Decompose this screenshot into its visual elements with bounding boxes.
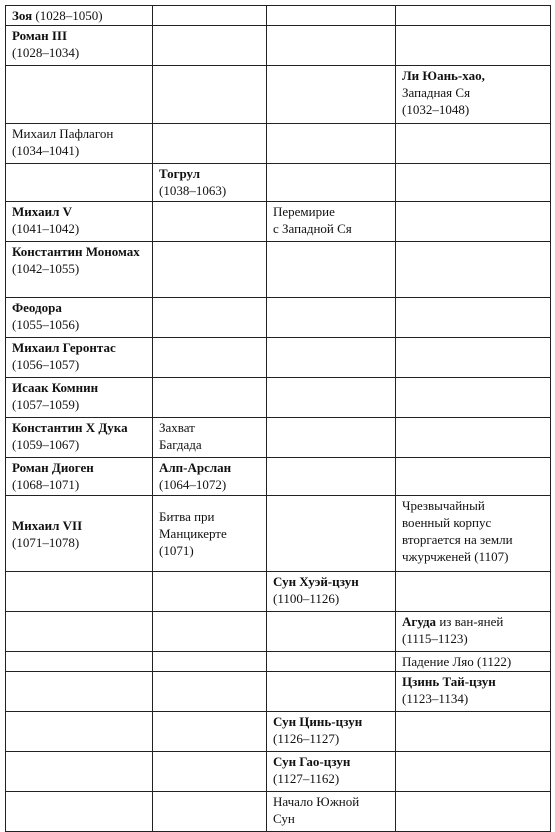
table-cell — [396, 672, 551, 712]
table-cell — [396, 712, 551, 752]
table-cell — [6, 66, 153, 124]
ruler-dates: (1056–1057) — [12, 357, 80, 372]
table-cell — [396, 298, 551, 338]
table-cell — [267, 242, 396, 298]
table-cell — [396, 752, 551, 792]
chronology-table — [5, 5, 551, 832]
table-cell — [153, 378, 267, 418]
table-cell — [267, 6, 396, 26]
ruler-dates: (1028–1034) — [12, 45, 80, 60]
table-cell — [396, 652, 551, 672]
table-cell — [153, 298, 267, 338]
table-cell — [153, 124, 267, 164]
ruler-name: Роман III — [12, 28, 68, 43]
table-cell — [6, 792, 153, 832]
event-text: Падение Ляо (1122) — [402, 654, 512, 669]
table-cell — [6, 338, 153, 378]
table-cell — [153, 458, 267, 496]
ruler-dates: (1123–1134) — [402, 691, 469, 706]
table-row — [6, 6, 551, 26]
event-text: Багдада — [159, 437, 202, 452]
table-cell — [6, 298, 153, 338]
table-cell — [153, 202, 267, 242]
ruler-dates: (1055–1056) — [12, 317, 80, 332]
ruler-name: Константин Х Дука — [12, 420, 128, 435]
table-cell — [6, 378, 153, 418]
ruler-dates: (1115–1123) — [402, 631, 468, 646]
table-cell — [153, 242, 267, 298]
table-cell — [6, 242, 153, 298]
ruler-dates: (1100–1126) — [273, 591, 340, 606]
event-text: вторгается на земли — [402, 532, 513, 547]
event-text: Сун — [273, 811, 295, 826]
table-row — [6, 418, 551, 458]
table-row — [6, 378, 551, 418]
table-cell — [6, 572, 153, 612]
table-cell — [396, 6, 551, 26]
event-text: Захват — [159, 420, 195, 435]
table-cell — [396, 418, 551, 458]
table-cell — [267, 792, 396, 832]
table-cell — [6, 164, 153, 202]
table-cell — [153, 572, 267, 612]
table-cell — [6, 612, 153, 652]
event-text: чжурчженей (1107) — [402, 549, 509, 564]
table-cell — [396, 458, 551, 496]
table-cell — [153, 752, 267, 792]
table-cell — [267, 572, 396, 612]
ruler-name: Михаил Геронтас — [12, 340, 116, 355]
table-cell — [267, 652, 396, 672]
table-cell — [6, 752, 153, 792]
table-row — [6, 26, 551, 66]
table-row — [6, 672, 551, 712]
event-text: (1071) — [159, 543, 194, 558]
ruler-dates: (1064–1072) — [159, 477, 227, 492]
ruler-name: Роман Диоген — [12, 460, 94, 475]
table-row — [6, 458, 551, 496]
table-row — [6, 338, 551, 378]
table-cell — [396, 338, 551, 378]
table-cell — [153, 612, 267, 652]
ruler-name: Цзинь Тай-цзун — [402, 674, 496, 689]
ruler-dates: (1032–1048) — [402, 102, 470, 117]
table-cell — [267, 458, 396, 496]
event-text: военный корпус — [402, 515, 492, 530]
ruler-dates: (1059–1067) — [12, 437, 80, 452]
table-cell — [396, 66, 551, 124]
table-cell — [396, 202, 551, 242]
table-cell — [153, 164, 267, 202]
table-cell — [267, 164, 396, 202]
table-row — [6, 298, 551, 338]
table-row — [6, 612, 551, 652]
table-cell — [267, 752, 396, 792]
table-cell — [6, 712, 153, 752]
table-cell — [396, 242, 551, 298]
event-text: Перемирие — [273, 204, 335, 219]
table-row — [6, 652, 551, 672]
ruler-dates: (1126–1127) — [273, 731, 340, 746]
ruler-suffix: из ван-яней — [436, 614, 504, 629]
ruler-name: Михаил VII — [12, 517, 83, 533]
ruler-name: Сун Хуэй-цзун — [273, 574, 359, 589]
table-cell — [267, 124, 396, 164]
table-row — [6, 242, 551, 298]
table-row — [6, 572, 551, 612]
ruler-name: Сун Гао-цзун — [273, 754, 351, 769]
table-cell — [153, 496, 267, 572]
table-cell — [153, 418, 267, 458]
ruler-dates: (1028–1050) — [35, 8, 103, 23]
table-cell — [396, 612, 551, 652]
ruler-name: Сун Цинь-цзун — [273, 714, 363, 729]
table-cell — [6, 418, 153, 458]
table-cell — [6, 202, 153, 242]
table-row — [6, 792, 551, 832]
table-cell — [267, 712, 396, 752]
table-cell — [6, 458, 153, 496]
table-cell — [6, 672, 153, 712]
ruler-name: Константин Мономах — [12, 244, 140, 259]
table-cell — [396, 26, 551, 66]
event-text: Начало Южной — [273, 794, 360, 809]
ruler-dates: (1038–1063) — [159, 183, 227, 198]
ruler-dates: (1057–1059) — [12, 397, 80, 412]
ruler-name: Михаил V — [12, 204, 73, 219]
ruler-name: Тогрул — [159, 166, 201, 181]
table-cell — [396, 164, 551, 202]
table-row — [6, 124, 551, 164]
table-cell — [6, 496, 153, 572]
table-row — [6, 712, 551, 752]
table-cell — [153, 672, 267, 712]
ruler-dates: (1034–1041) — [12, 143, 80, 158]
table-cell — [267, 612, 396, 652]
table-cell — [267, 26, 396, 66]
table-cell — [396, 124, 551, 164]
table-cell — [153, 26, 267, 66]
table-cell — [396, 792, 551, 832]
event-text: с Западной Ся — [273, 221, 352, 236]
table-cell — [6, 652, 153, 672]
table-cell — [153, 652, 267, 672]
ruler-dates: (1042–1055) — [12, 261, 80, 276]
ruler-dates: (1127–1162) — [273, 771, 340, 786]
table-cell — [153, 792, 267, 832]
ruler-name: Агуда — [402, 614, 437, 629]
table-cell — [267, 672, 396, 712]
table-cell — [396, 572, 551, 612]
table-cell — [396, 496, 551, 572]
event-text: Манцикерте — [159, 526, 227, 541]
table-row — [6, 496, 551, 572]
table-cell — [396, 378, 551, 418]
table-row — [6, 202, 551, 242]
ruler-dates: (1068–1071) — [12, 477, 80, 492]
table-cell — [153, 712, 267, 752]
table-cell — [267, 378, 396, 418]
table-cell — [153, 66, 267, 124]
table-cell — [267, 338, 396, 378]
cell-text: Западная Ся — [402, 85, 471, 100]
ruler-name: Ли Юань-хао, — [402, 68, 485, 83]
ruler-name: Исаак Комнин — [12, 380, 99, 395]
table-row — [6, 66, 551, 124]
ruler-dates: (1041–1042) — [12, 221, 80, 236]
event-text: Чрезвычайный — [402, 498, 485, 513]
table-cell — [6, 6, 153, 26]
table-cell — [267, 66, 396, 124]
ruler-name: Михаил Пафлагон — [12, 126, 114, 141]
table-cell — [267, 418, 396, 458]
event-text: Битва при — [159, 509, 215, 524]
table-cell — [153, 338, 267, 378]
ruler-name: Алп-Арслан — [159, 460, 232, 475]
ruler-dates: (1071–1078) — [12, 534, 80, 550]
table-cell — [6, 124, 153, 164]
table-row — [6, 164, 551, 202]
table-cell — [153, 6, 267, 26]
table-row — [6, 752, 551, 792]
ruler-name: Феодора — [12, 300, 62, 315]
ruler-name: Зоя — [12, 8, 33, 23]
table-cell — [267, 496, 396, 572]
table-cell — [267, 298, 396, 338]
table-cell — [6, 26, 153, 66]
table-cell — [267, 202, 396, 242]
